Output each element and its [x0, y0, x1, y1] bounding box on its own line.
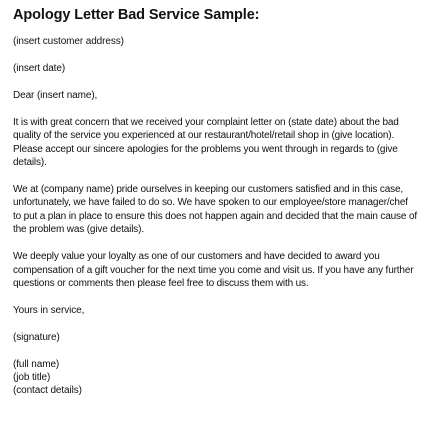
sender-contact-details: (contact details)	[13, 385, 82, 397]
body-paragraph-3: We deeply value your loyalty as one of our customers and have decided to award you compensation of a gift voucher for the next time you come and visit us. If you have any further questions or comments then please feel free to discuss them with us.	[13, 251, 414, 289]
salutation: Dear (insert name),	[13, 90, 98, 101]
letter-date: (insert date)	[13, 63, 66, 74]
letter-document	[13, 6, 418, 397]
sender-job-title: (job title)	[13, 372, 51, 384]
body-paragraph-1: It is with great concern that we received your complaint letter on (state date) about the bad quality of the service you experienced at our restaurant/hotel/retail shop in (give location). Please accept our sincere apologies for the problems you went through in regards to (give details).	[13, 117, 399, 168]
sender-full-name: (full name)	[13, 359, 60, 371]
closing: Yours in service,	[13, 305, 85, 317]
body-paragraph-2: We at (company name) pride ourselves in keeping our customers satisfied and in this case, unfortunately, we have failed to do so. We have spoken to our employee/store manager/chef to put a plan in place to ensure this does not happen again and decided that the main cause of the problem was (give details).	[13, 184, 417, 236]
signature-placeholder: (signature)	[13, 332, 60, 344]
document-title: Apology Letter Bad Service Sample:	[13, 7, 260, 23]
sender-details	[13, 358, 418, 397]
customer-address: (insert customer address)	[13, 36, 124, 47]
